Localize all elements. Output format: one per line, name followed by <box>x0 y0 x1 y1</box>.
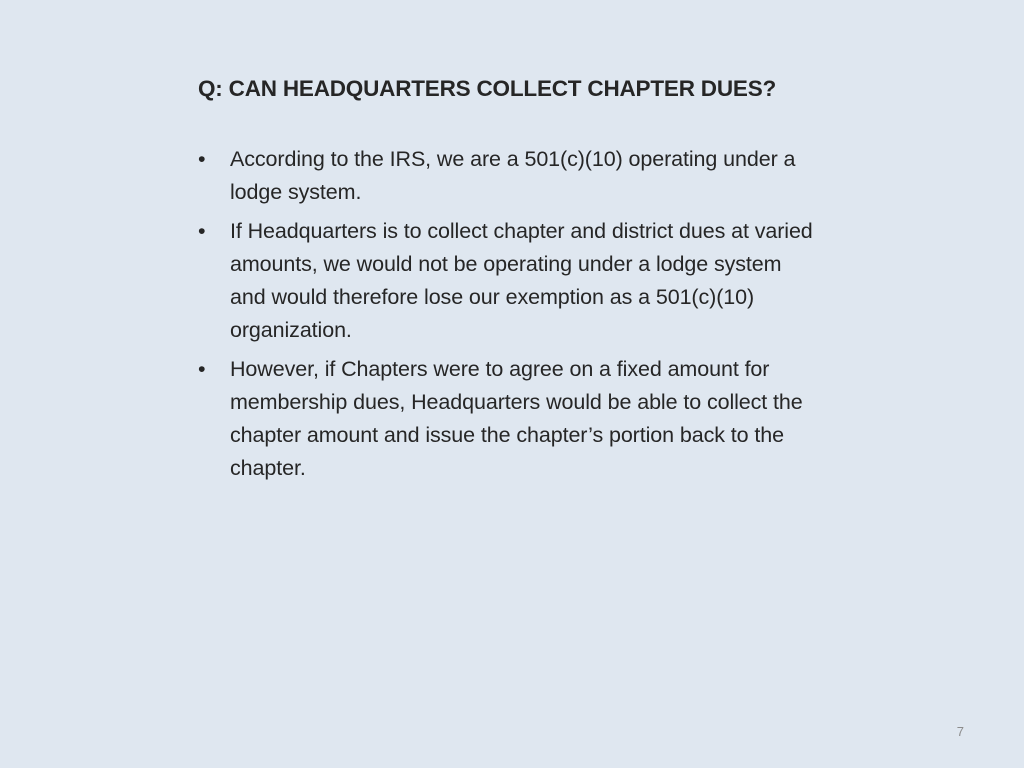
page-number: 7 <box>956 724 964 739</box>
bullet-item <box>196 215 816 347</box>
bullet-text: If Headquarters is to collect chapter and district dues at varied amounts, we would not be operating under a lodge system and would therefore lose our exemption as a 501(c)(10) organization. <box>230 219 813 342</box>
bullet-text: According to the IRS, we are a 501(c)(10) operating under a lodge system. <box>230 147 796 204</box>
bullet-text: However, if Chapters were to agree on a fixed amount for membership dues, Headquarters would be able to collect the chapter amount and issue the chapter’s portion back to the chapter. <box>230 357 803 480</box>
bullet-item <box>196 143 816 209</box>
bullet-icon: • <box>198 219 206 243</box>
bullet-icon: • <box>198 147 206 171</box>
slide-title: Q: CAN HEADQUARTERS COLLECT CHAPTER DUES? <box>198 76 777 101</box>
bullet-icon: • <box>198 357 206 381</box>
bullet-item <box>196 353 816 485</box>
bullet-list <box>196 143 816 491</box>
